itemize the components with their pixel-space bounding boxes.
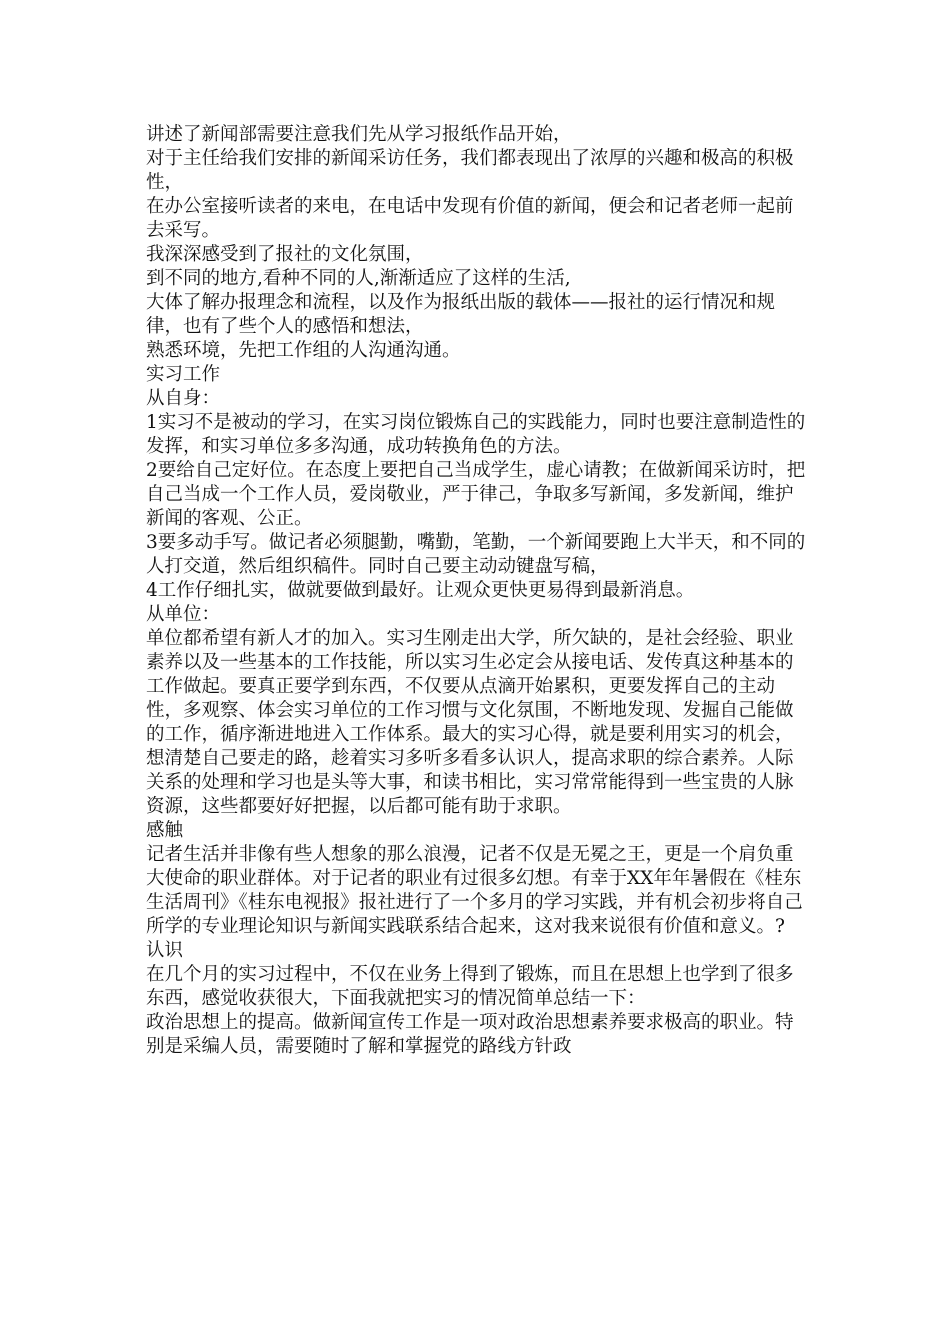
list-item-1: 1实习不是被动的学习，在实习岗位锻炼自己的实践能力，同时也要注意制造性的发挥，和实习单位多多沟通，成功转换角色的方法。 [146, 412, 806, 457]
paragraph-5: 到不同的地方,看种不同的人,渐渐适应了这样的生活, [146, 268, 571, 289]
paragraph-2: 对于主任给我们安排的新闻采访任务，我们都表现出了浓厚的兴趣和极高的积极性， [146, 148, 794, 193]
section-heading-feelings: 感触 [146, 820, 184, 841]
subheading-from-unit: 从单位： [146, 604, 221, 625]
paragraph-6: 大体了解办报理念和流程，以及作为报纸出版的载体——报社的运行情况和规律，也有了些个人的感悟和想法， [146, 292, 776, 337]
document-body [146, 123, 806, 1059]
paragraph-1: 讲述了新闻部需要注意我们先从学习报纸作品开始， [146, 124, 572, 145]
list-item-3: 3要多动手写。做记者必须腿勤，嘴勤，笔勤，一个新闻要跑上大半天，和不同的人打交道，然后组织稿件。同时自己要主动动键盘写稿， [146, 532, 806, 577]
paragraph-political: 政治思想上的提高。做新闻宣传工作是一项对政治思想素养要求极高的职业。特别是采编人员，需要随时了解和掌握党的路线方针政 [146, 1012, 794, 1057]
paragraph-3: 在办公室接听读者的来电，在电话中发现有价值的新闻，便会和记者老师一起前去采写。 [146, 196, 794, 241]
section-heading-internship-work: 实习工作 [146, 364, 221, 385]
paragraph-unit: 单位都希望有新人才的加入。实习生刚走出大学，所欠缺的，是社会经验、职业素养以及一些基本的工作技能，所以实习生必定会从接电话、发传真这种基本的工作做起。要真正要学到东西，不仅要从点滴开始累积，更要发挥自己的主动性，多观察、体会实习单位的工作习惯与文化氛围，不断地发现、发掘自己能做的工作，循序渐进地进入工作体系。最大的实习心得，就是要利用实习的机会，想清楚自己要走的路，趁着实习多听多看多认识人，提高求职的综合素养。人际关系的处理和学习也是头等大事，和读书相比，实习常常能得到一些宝贵的人脉资源，这些都要好好把握，以后都可能有助于求职。 [146, 628, 794, 817]
paragraph-7: 熟悉环境，先把工作组的人沟通沟通。 [146, 340, 461, 361]
subheading-from-self: 从自身： [146, 388, 221, 409]
paragraph-understanding: 在几个月的实习过程中，不仅在业务上得到了锻炼，而且在思想上也学到了很多东西，感觉收获很大，下面我就把实习的情况简单总结一下： [146, 964, 794, 1009]
paragraph-feelings: 记者生活并非像有些人想象的那么浪漫，记者不仅是无冕之王，更是一个肩负重大使命的职业群体。对于记者的职业有过很多幻想。有幸于XX年年暑假在《桂东生活周刊》《桂东电视报》报社进行了一个多月的学习实践，并有机会初步将自己所学的专业理论知识与新闻实践联系结合起来，这对我来说很有价值和意义。? [146, 844, 803, 937]
list-item-4: 4工作仔细扎实，做就要做到最好。让观众更快更易得到最新消息。 [146, 580, 695, 601]
paragraph-4: 我深深感受到了报社的文化氛围， [146, 244, 424, 265]
list-item-2: 2要给自己定好位。在态度上要把自己当成学生，虚心请教；在做新闻采访时，把自己当成一个工作人员，爱岗敬业，严于律己，争取多写新闻，多发新闻，维护新闻的客观、公正。 [146, 460, 806, 529]
section-heading-understanding: 认识 [146, 940, 184, 961]
